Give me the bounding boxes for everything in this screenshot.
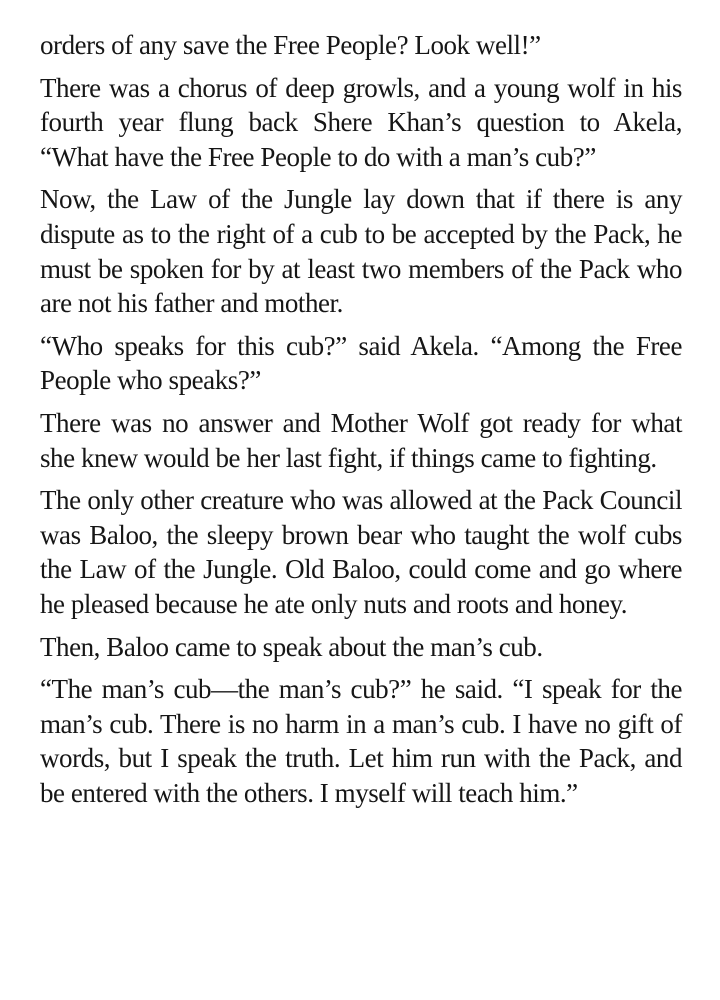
paragraph-who-speaks: “Who speaks for this cub?” said Akela. “Among the Free People who speaks?” bbox=[40, 330, 682, 396]
book-page-text bbox=[40, 28, 682, 818]
paragraph-baloo-came: Then, Baloo came to speak about the man’s cub. bbox=[40, 631, 543, 662]
paragraph-mother-wolf: There was no answer and Mother Wolf got ready for what she knew would be her last fight, if things came to fighting. bbox=[40, 407, 682, 473]
paragraph-look-well: orders of any save the Free People? Look well!” bbox=[40, 30, 541, 60]
paragraph-law-of-the-jungle: Now, the Law of the Jungle lay down that if there is any dispute as to the right of a cub to be accepted by the Pack, he must be spoken for by at least two members of the Pack who are not his father and mother. bbox=[40, 184, 682, 319]
paragraph-chorus-of-growls: There was a chorus of deep growls, and a young wolf in his fourth year flung back Shere Khan’s question to Akela, “What have the Free People to do with a man’s cub?” bbox=[40, 72, 682, 172]
paragraph-baloo-introduction: The only other creature who was allowed at the Pack Council was Baloo, the sleepy brown bear who taught the wolf cubs the Law of the Jungle. Old Baloo, could come and go where he pleased because he ate only nuts and roots and honey. bbox=[40, 485, 682, 619]
paragraph-baloo-speech: “The man’s cub—the man’s cub?” he said. “I speak for the man’s cub. There is no harm in a man’s cub. I have no gift of words, but I speak the truth. Let him run with the Pack, and be entered with the others. I myself will teach him.” bbox=[40, 674, 682, 808]
